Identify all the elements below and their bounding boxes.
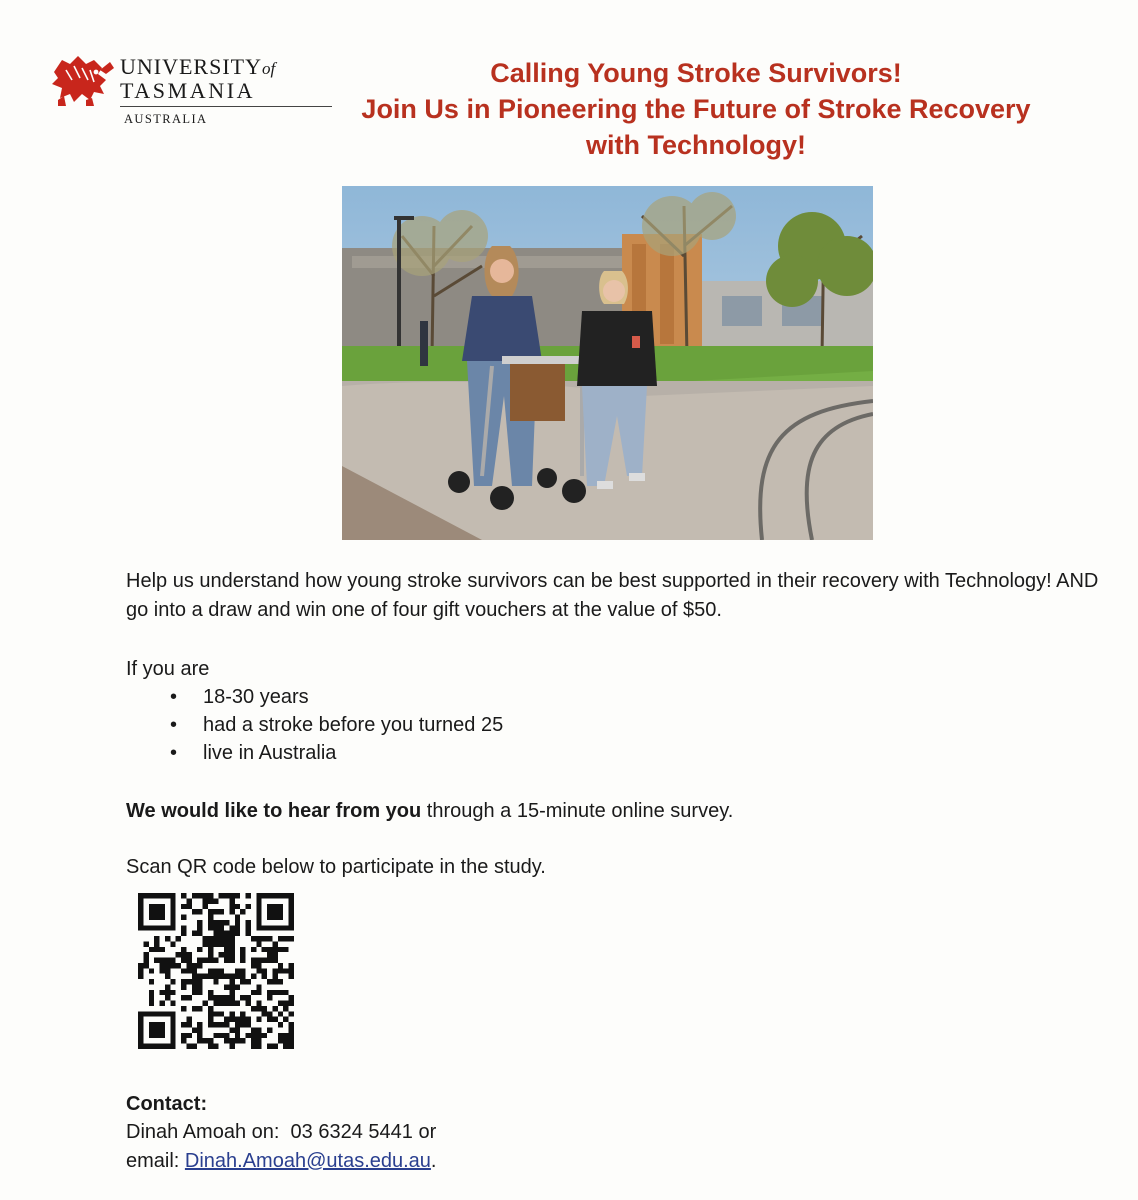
university-logo: [48, 50, 288, 130]
bullet-dot-icon: •: [170, 714, 178, 736]
intro-paragraph: Help us understand how young stroke survivors can be best supported in their recovery with Technology! AND go into a draw and win one of four gift vouchers at the value of $50.: [126, 570, 1099, 621]
bullet-dot-icon: •: [170, 686, 178, 708]
logo-university-text: UNIVERSITYof: [120, 54, 276, 79]
list-item: • 18-30 years: [170, 683, 503, 711]
list-item: • had a stroke before you turned 25: [170, 711, 503, 739]
survey-invitation-bold: We would like to hear from you: [126, 800, 422, 822]
photo-two-women-walking: [342, 186, 873, 540]
title-line-1: Calling Young Stroke Survivors!: [490, 58, 902, 88]
title-line-2: Join Us in Pioneering the Future of Stroke Recovery: [361, 94, 1031, 124]
eligibility-list: [170, 683, 503, 767]
bullet-dot-icon: •: [170, 742, 178, 764]
contact-phone-line: Dinah Amoah on: 03 6324 5441 or: [126, 1121, 437, 1143]
photo-illustration: [342, 186, 873, 540]
title-line-3: with Technology!: [586, 130, 806, 160]
list-item: • live in Australia: [170, 739, 503, 767]
contact-heading: Contact:: [126, 1093, 208, 1115]
logo-australia-text: AUSTRALIA: [124, 112, 208, 126]
survey-invitation-rest: through a 15-minute online survey.: [421, 800, 734, 822]
email-link[interactable]: Dinah.Amoah@utas.edu.au: [184, 1150, 431, 1172]
contact-email-line: email: Dinah.Amoah@utas.edu.au.: [126, 1150, 437, 1172]
flyer-title: [300, 55, 1092, 163]
logo-tasmania-text: TASMANIA: [120, 78, 256, 103]
eligibility-heading: If you are: [126, 658, 210, 680]
scan-instruction: Scan QR code below to participate in the study.: [126, 856, 546, 878]
survey-invitation: [126, 797, 733, 826]
qr-code-icon[interactable]: [138, 893, 294, 1049]
tasmanian-tiger-logo-icon: [48, 50, 116, 108]
